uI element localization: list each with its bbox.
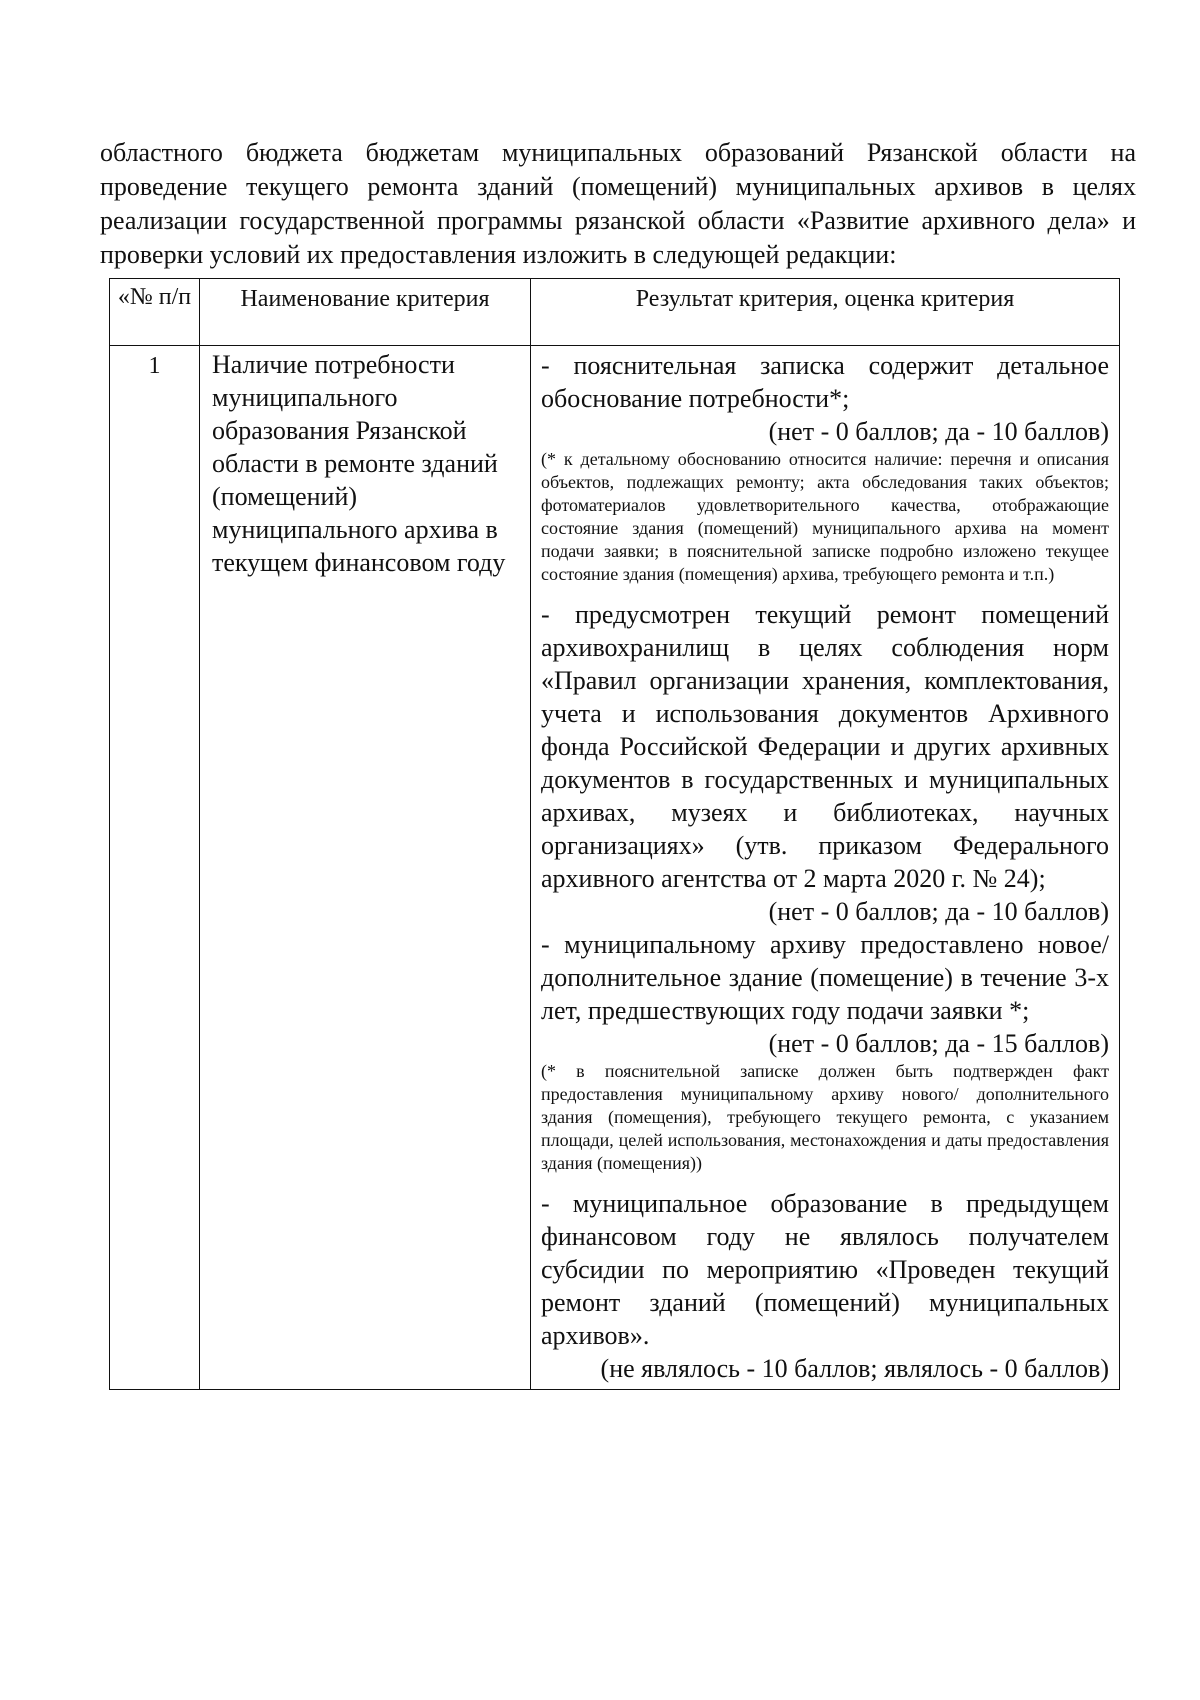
criterion-4-text: - муниципальное образование в предыдущем финансовом году не являлось получателем субсидии по мероприятию «Проведен текущий ремонт зданий (помещений) муниципальных архивов». <box>541 1189 1109 1350</box>
intro-paragraph: областного бюджета бюджетам муниципальных образований Рязанской области на проведение текущего ремонта зданий (помещений) муниципальных архивов в целях реализации государственной программы рязанской области «Развитие архивного дела» и проверки условий их предоставления изложить в следующей редакции: <box>100 138 1136 269</box>
criterion-results <box>531 346 1120 1390</box>
criterion-2-text: - предусмотрен текущий ремонт помещений архивохранилищ в целях соблюдения норм «Правил организации хранения, комплектования, учета и использования документов Архивного фонда Российской Федерации и других архивных документов в государственных и муниципальных архивах, музеях и библиотеках, научных организациях» (утв. приказом Федерального архивного агентства от 2 марта 2020 г. № 24); <box>541 600 1109 893</box>
criterion-3-score: (нет - 0 баллов; да - 15 баллов) <box>768 1029 1109 1058</box>
criterion-3-text: - муниципальному архиву предоставлено новое/ дополнительное здание (помещение) в течение 3-х лет, предшествующих году подачи заявки *; <box>541 930 1109 1025</box>
header-number: «№ п/п <box>110 279 200 346</box>
criterion-4-score: (не являлось - 10 баллов; являлось - 0 баллов) <box>600 1354 1109 1383</box>
criterion-1-score: (нет - 0 баллов; да - 10 баллов) <box>768 417 1109 446</box>
criterion-1-note: (* к детальному обоснованию относится наличие: перечня и описания объектов, подлежащих ремонту; акта обследования таких объектов; фотоматериалов удовлетворительного качества, отображающие состояние здания (помещений) муниципального архива на момент подачи заявки; в пояснительной записке подробно изложено текущее состояние здания (помещения) архива, требующего ремонта и т.п.) <box>541 449 1109 584</box>
header-criterion-result: Результат критерия, оценка критерия <box>531 279 1120 346</box>
criterion-name: Наличие потребности муниципального образования Рязанской области в ремонте зданий (помещений) муниципального архива в текущем финансовом году <box>200 346 531 1390</box>
criterion-1-text: - пояснительная записка содержит детальное обоснование потребности*; <box>541 351 1109 413</box>
row-number: 1 <box>110 346 200 1390</box>
table-row <box>110 346 1120 1390</box>
criteria-table <box>109 278 1120 1390</box>
criterion-3-note: (* в пояснительной записке должен быть подтвержден факт предоставления муниципальному архиву нового/ дополнительного здания (помещения), требующего текущего ремонта, с указанием площади, целей использования, местонахождения и даты предоставления здания (помещения)) <box>541 1061 1109 1173</box>
header-criterion-name: Наименование критерия <box>200 279 531 346</box>
table-header-row <box>110 279 1120 346</box>
criterion-2-score: (нет - 0 баллов; да - 10 баллов) <box>768 897 1109 926</box>
